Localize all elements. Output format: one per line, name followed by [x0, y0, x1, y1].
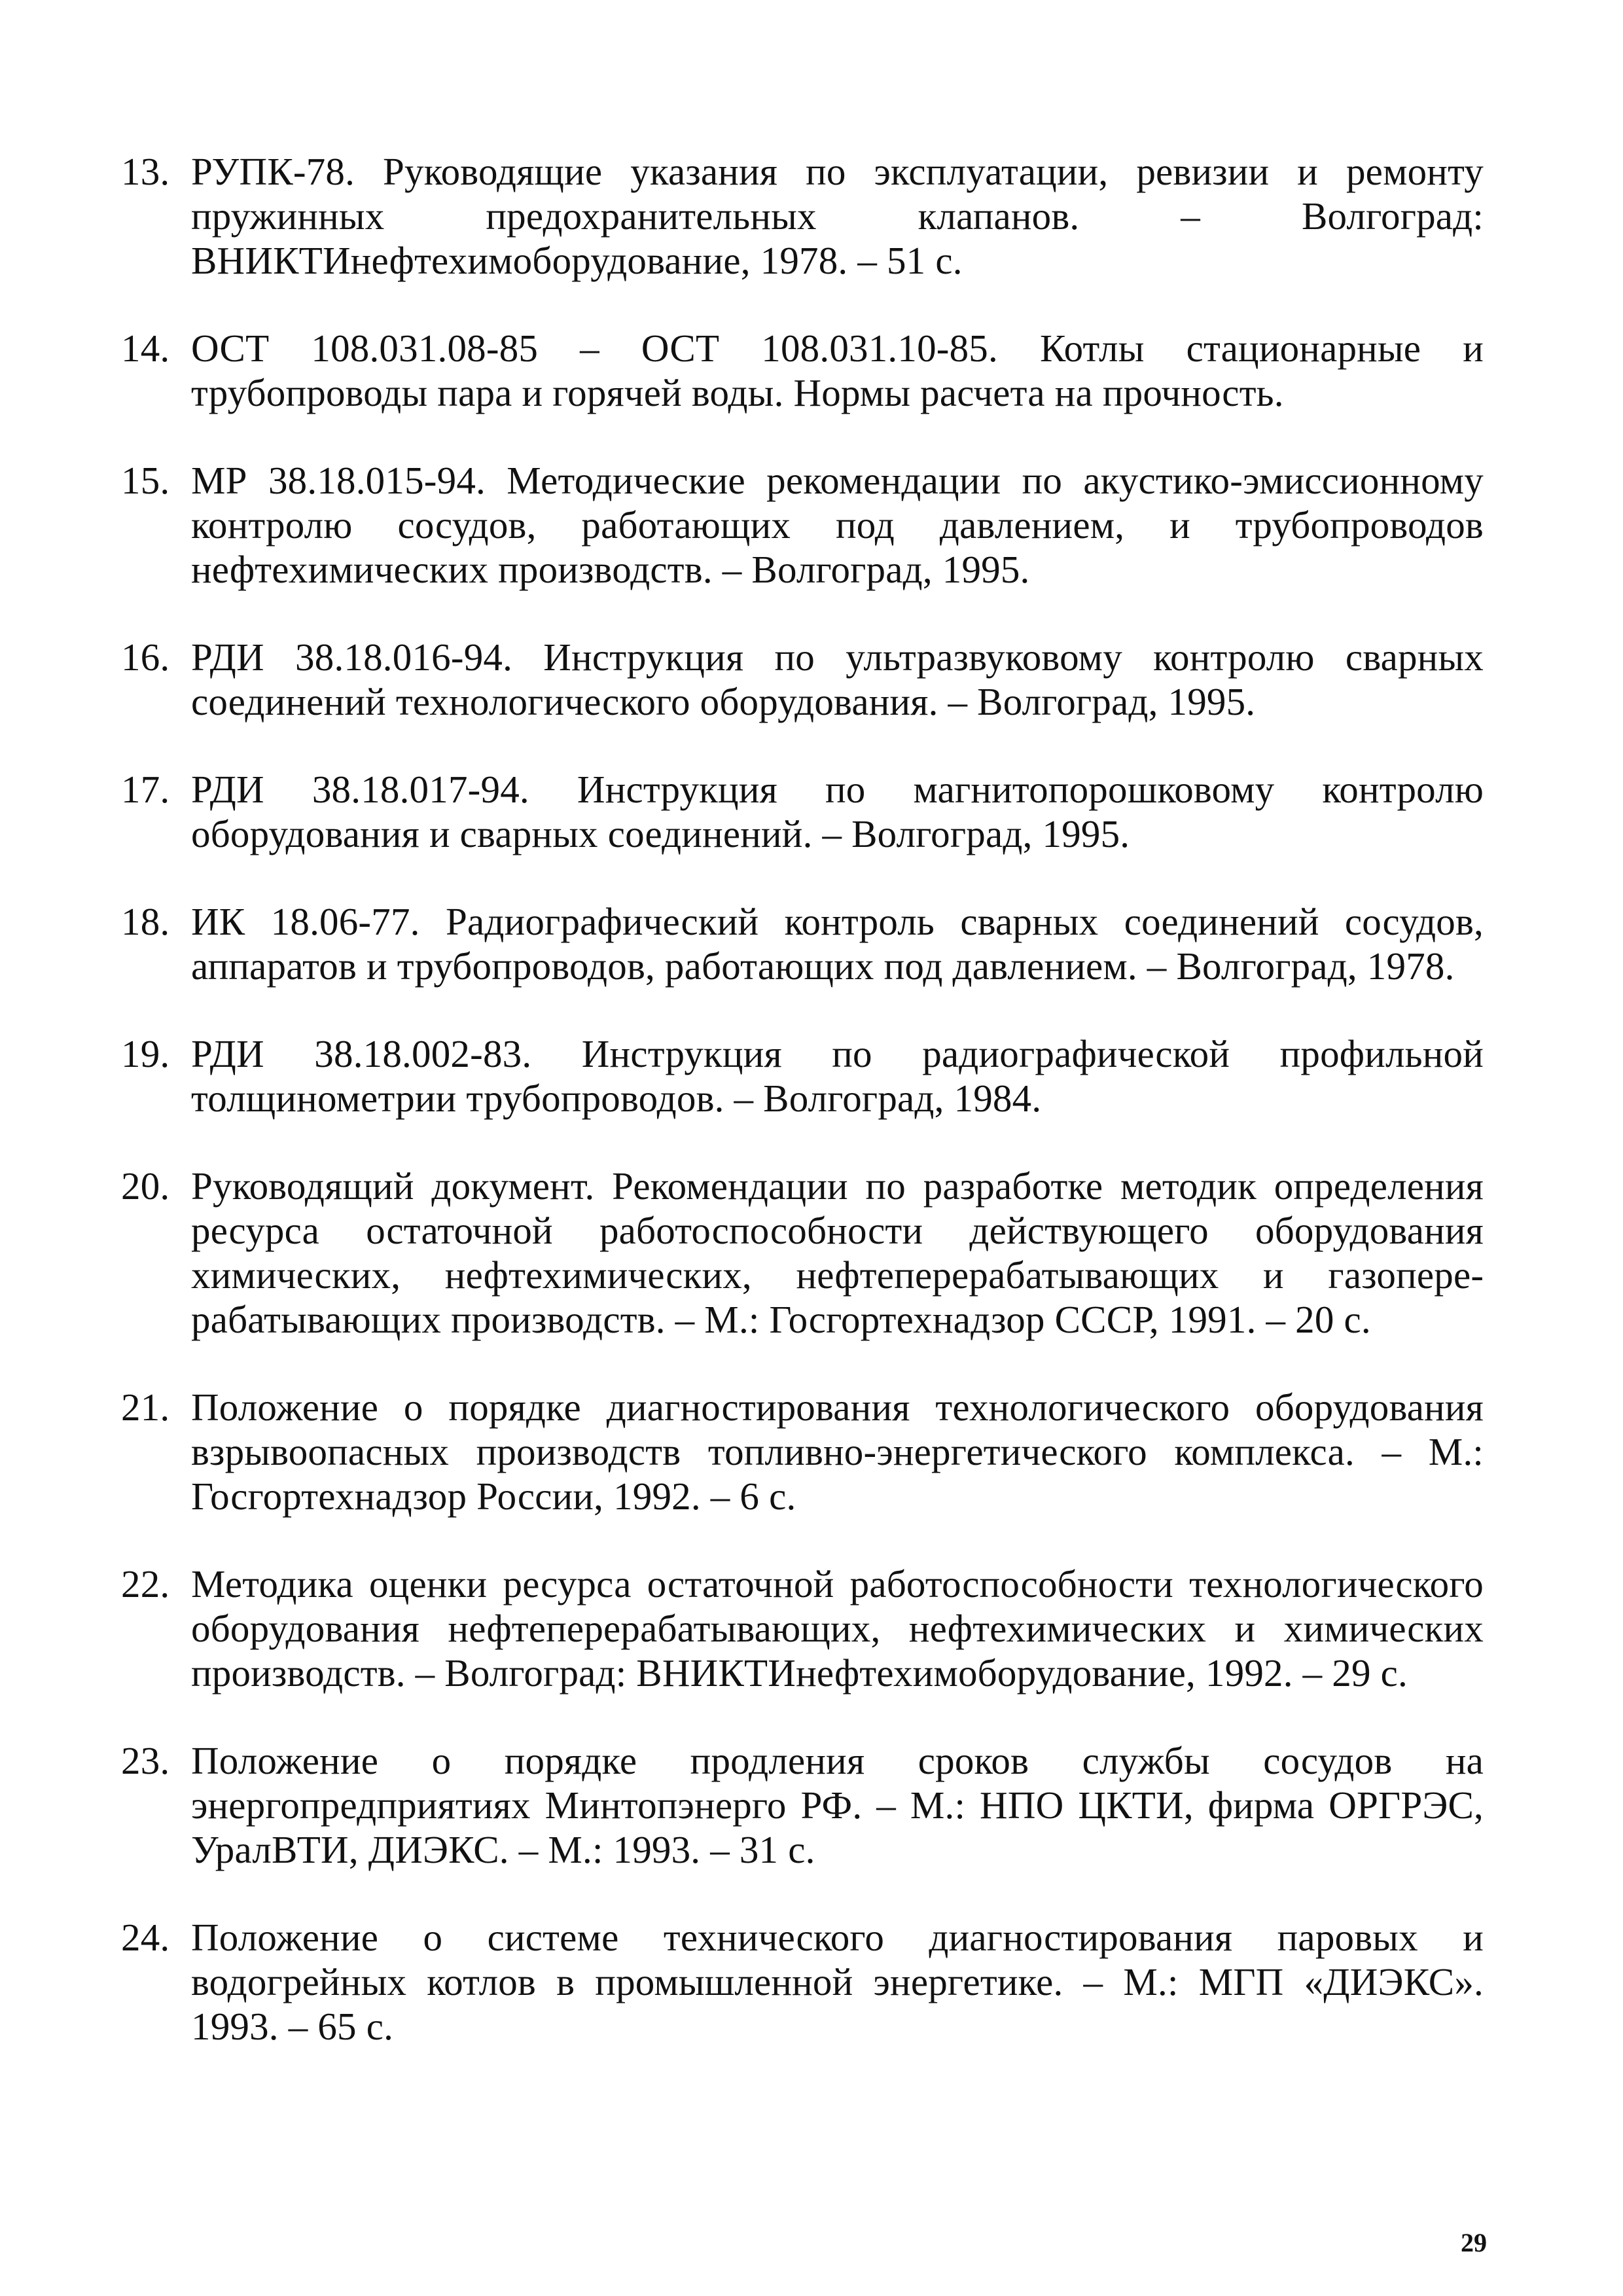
reference-item-23	[121, 1738, 1484, 1872]
reference-item-20	[121, 1164, 1484, 1342]
reference-text: Положение о системе технического диагностирования паровых и водогрейных котлов в промышленной энергетике. – М.: МГП «ДИЭКС». 1993. – 65 с.	[191, 1916, 1484, 2048]
reference-number: 23.	[121, 1739, 170, 1782]
reference-text: РДИ 38.18.017-94. Инструкция по магнитопорошковому контролю оборудования и сварных соединений. – Волгоград, 1995.	[191, 768, 1484, 855]
reference-number: 22.	[121, 1562, 170, 1605]
page-number: 29	[1461, 2228, 1487, 2257]
reference-text: ИК 18.06-77. Радиографический контроль сварных соединений сосудов, аппаратов и трубопроводов, работающих под давлением. – Волгоград, 1978.	[191, 900, 1484, 988]
reference-number: 17.	[121, 768, 170, 811]
reference-text: МР 38.18.015-94. Методические рекомендации по акустико-эмиссионному контролю сосудов, работающих под давлением, и трубопроводов нефтехимических производств. – Волгоград, 1995.	[191, 459, 1484, 591]
reference-number: 20.	[121, 1164, 170, 1208]
reference-number: 19.	[121, 1032, 170, 1075]
reference-item-18	[121, 899, 1484, 988]
reference-item-19	[121, 1031, 1484, 1121]
reference-text: Методика оценки ресурса остаточной работоспособности технологического оборудования нефтеперерабатывающих, нефтехимических и химических производств. – Волгоград: ВНИКТИнефтехимоборудование, 1992. – 29 с.	[191, 1562, 1484, 1695]
reference-item-16	[121, 635, 1484, 724]
reference-item-17	[121, 767, 1484, 856]
reference-number: 13.	[121, 150, 170, 193]
reference-number: 14.	[121, 327, 170, 370]
reference-text: РДИ 38.18.016-94. Инструкция по ультразвуковому контролю сварных соединений технологического оборудования. – Волгоград, 1995.	[191, 636, 1484, 723]
reference-item-21	[121, 1385, 1484, 1518]
reference-item-15	[121, 458, 1484, 592]
reference-list	[121, 149, 1484, 2092]
reference-text: Положение о порядке диагностирования технологического оборудования взрывоопасных производств топливно-энергетического комплекса. – М.: Госгортехнадзор России, 1992. – 6 с.	[191, 1386, 1484, 1518]
reference-text: РДИ 38.18.002-83. Инструкция по радиографической профильной толщинометрии трубопроводов. – Волгоград, 1984.	[191, 1032, 1484, 1120]
reference-number: 24.	[121, 1916, 170, 1959]
reference-number: 15.	[121, 459, 170, 502]
reference-item-24	[121, 1915, 1484, 2049]
reference-text: ОСТ 108.031.08-85 – ОСТ 108.031.10-85. Котлы стационарные и трубопроводы пара и горячей воды. Нормы расчета на прочность.	[191, 327, 1484, 414]
reference-item-22	[121, 1562, 1484, 1695]
reference-text: Руководящий документ. Рекомендации по разработке методик определения ресурса остаточной работоспособности действующего оборудования химических, нефтехимических, нефтеперерабатывающих и газоперерабатывающих производств. – М.: Госгортехнадзор СССР, 1991. – 20 с.	[191, 1164, 1484, 1341]
reference-item-14	[121, 326, 1484, 415]
reference-text: Положение о порядке продления сроков службы сосудов на энергопредприятиях Минтопэнерго РФ. – М.: НПО ЦКТИ, фирма ОРГРЭС, УралВТИ, ДИЭКС. – М.: 1993. – 31 с.	[191, 1739, 1484, 1871]
reference-text: РУПК-78. Руководящие указания по эксплуатации, ревизии и ремонту пружинных предохранительных клапанов. – Волгоград: ВНИКТИнефтехимоборудование, 1978. – 51 с.	[191, 150, 1484, 282]
reference-number: 16.	[121, 636, 170, 679]
reference-number: 18.	[121, 900, 170, 943]
reference-item-13	[121, 149, 1484, 283]
reference-number: 21.	[121, 1386, 170, 1429]
